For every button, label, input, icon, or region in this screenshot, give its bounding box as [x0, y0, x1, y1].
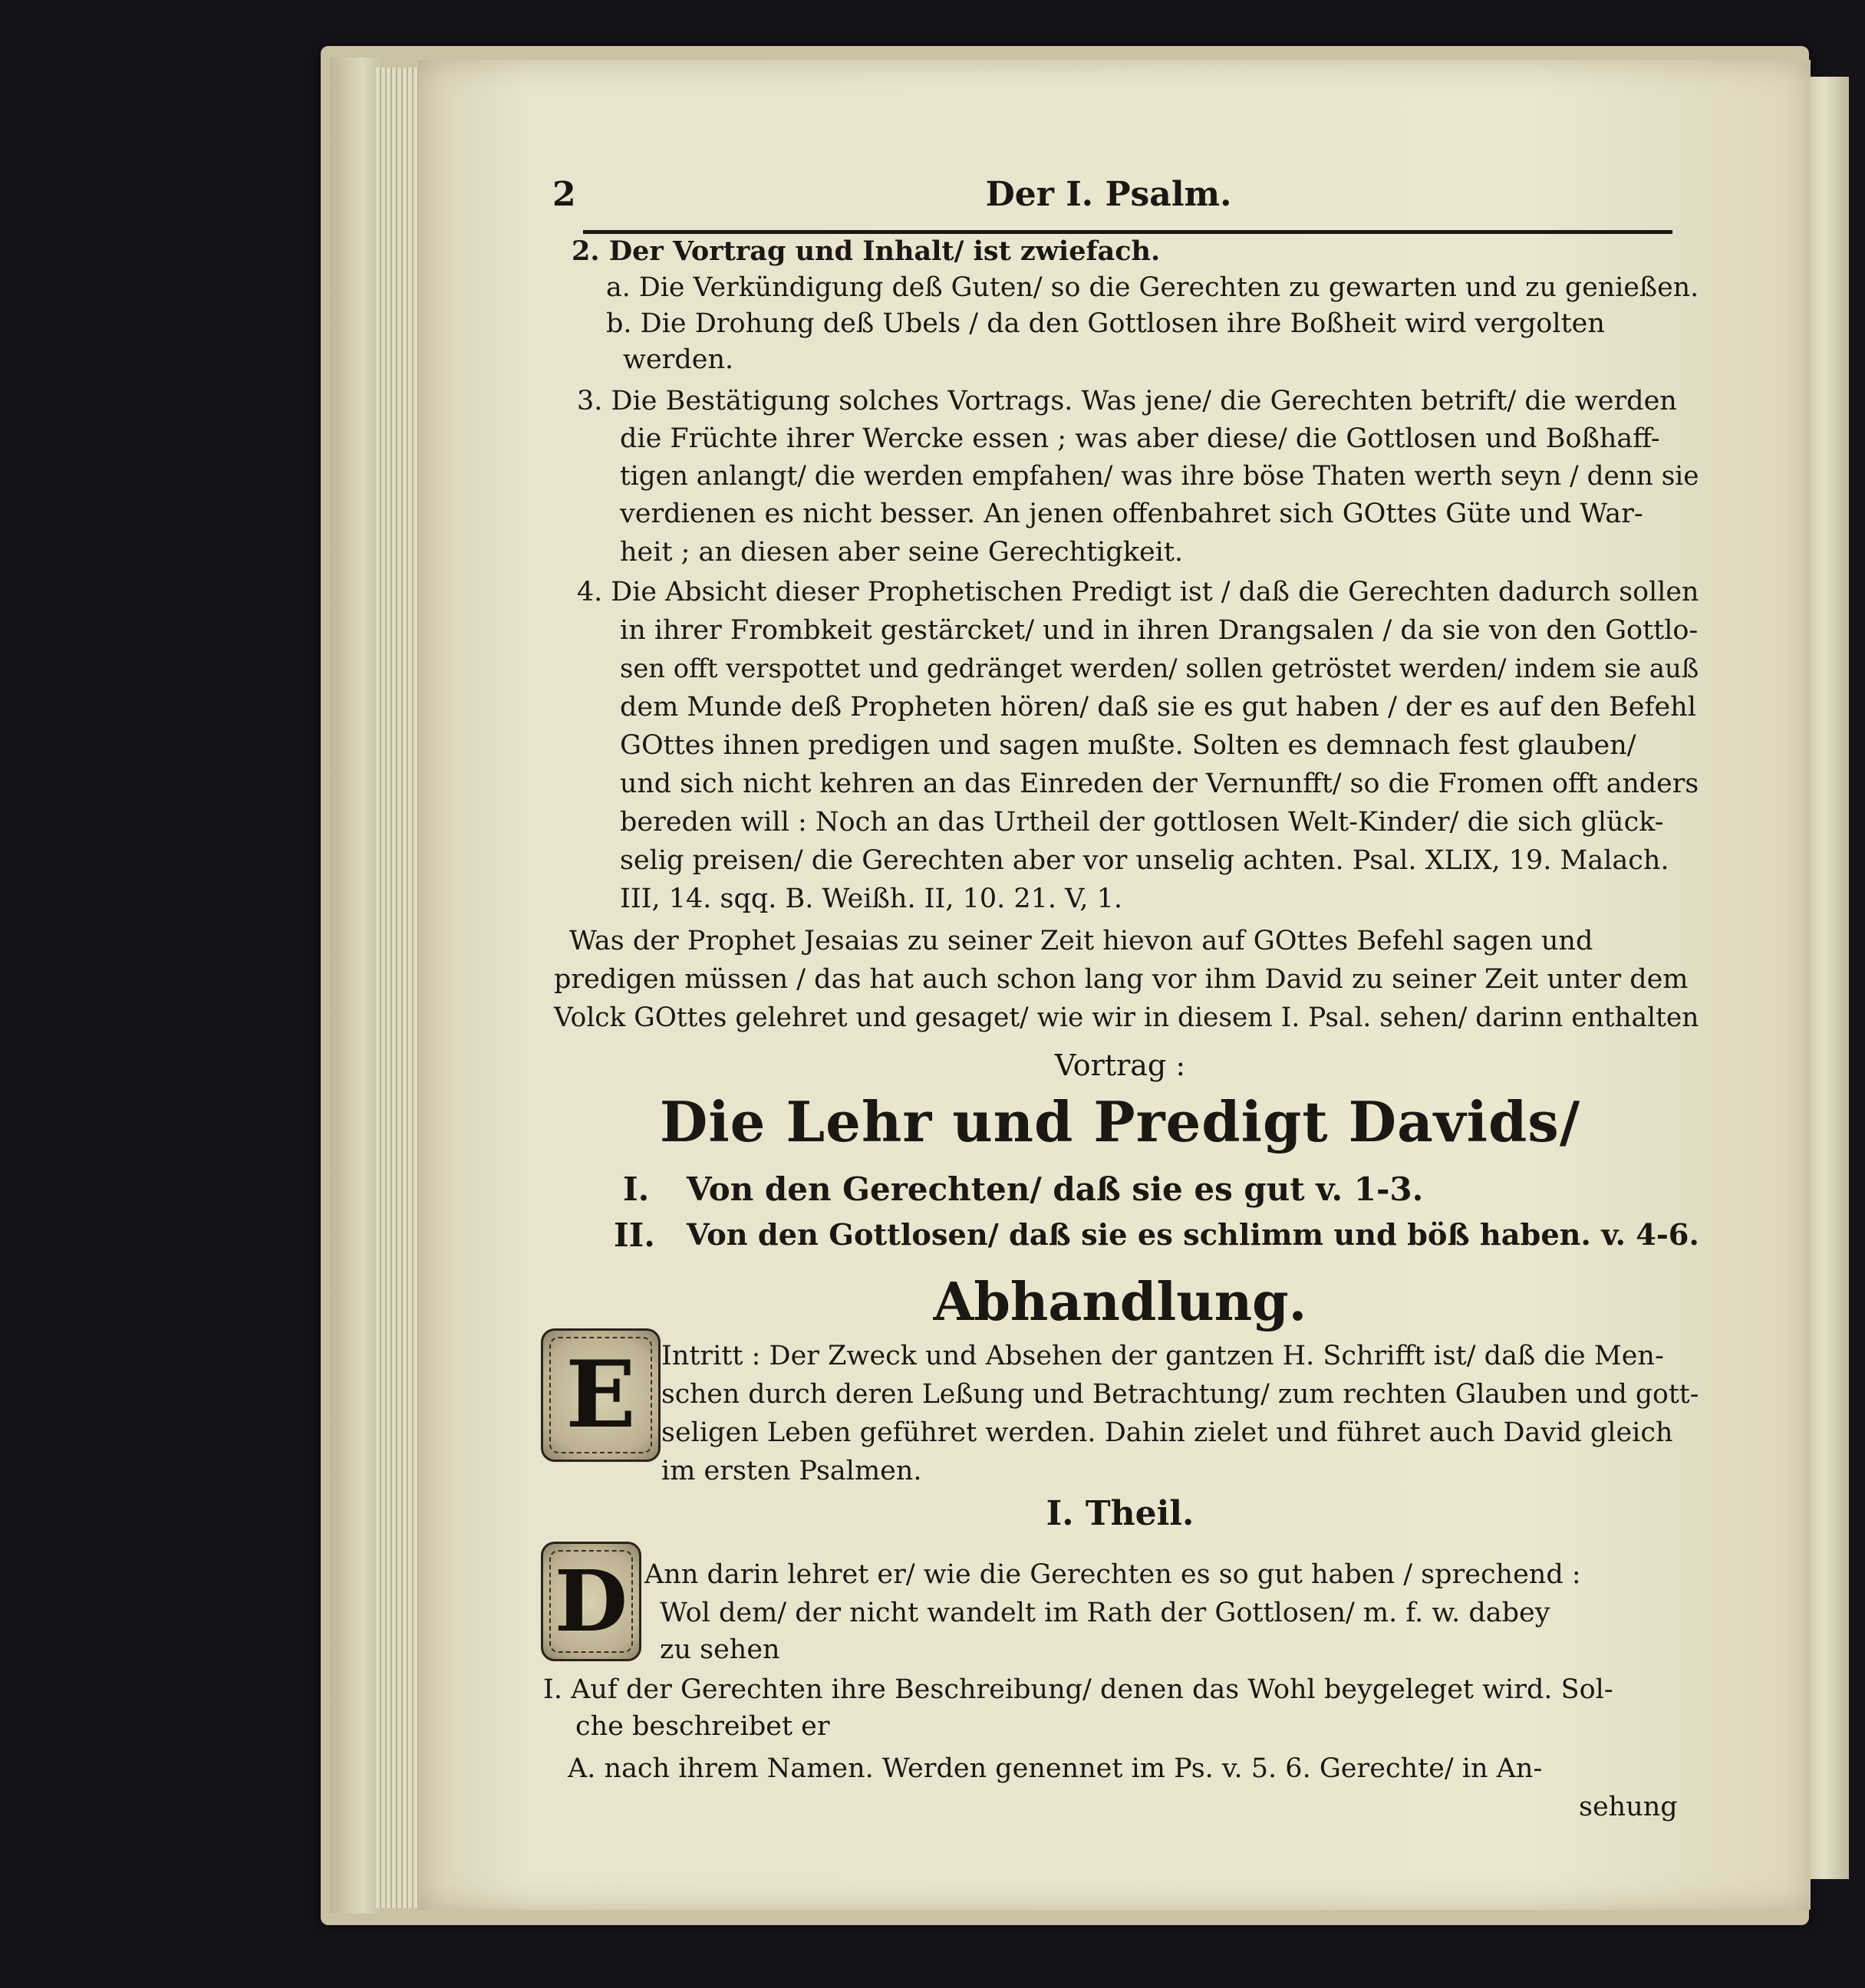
part-title: I. Theil. [1046, 1494, 1194, 1533]
text-line: A. nach ihrem Namen. Werden genennet im Ps. v. 5. 6. Gerechte/ in An- [568, 1753, 1543, 1784]
point-number: II. [614, 1216, 655, 1254]
page-number: 2 [552, 175, 576, 214]
page-stack-edge [376, 67, 422, 1908]
text-line: I. Auf der Gerechten ihre Beschreibung/ denen das Wohl beygeleget wird. Sol- [543, 1674, 1613, 1705]
text-line: und sich nicht kehren an das Einreden der Vernunfft/ so die Fromen offt anders [620, 769, 1699, 799]
text-line: tigen anlangt/ die werden empfahen/ was ihre böse Thaten werth seyn / denn sie [620, 461, 1699, 492]
text-line: III, 14. sqq. B. Weißh. II, 10. 21. V, 1. [620, 884, 1122, 914]
facing-page-edge [1807, 77, 1849, 1879]
point-number: I. [623, 1170, 650, 1208]
text-line: die Früchte ihrer Wercke essen ; was aber diese/ die Gottlosen und Boßhaff- [620, 423, 1660, 454]
text-line: 4. Die Absicht dieser Prophetischen Predigt ist / daß die Gerechten dadurch sollen [577, 577, 1699, 607]
text-line: werden. [623, 344, 734, 375]
text-line: Was der Prophet Jesaias zu seiner Zeit hievon auf GOttes Befehl sagen und [569, 926, 1593, 956]
text-line: sen offt verspottet und gedränget werden/ sollen getröstet werden/ indem sie auß [620, 653, 1699, 683]
section-title: Abhandlung. [933, 1272, 1307, 1333]
page-header [552, 175, 1665, 229]
main-title: Die Lehr und Predigt Davids/ [659, 1089, 1581, 1154]
vortrag-label: Vortrag : [1054, 1048, 1186, 1082]
text-line: dem Munde deß Propheten hören/ daß sie es gut haben / der es auf den Befehl [620, 692, 1696, 722]
text-line: b. Die Drohung deß Ubels / da den Gottlosen ihre Boßheit wird vergolten [606, 308, 1605, 339]
text-line: seligen Leben geführet werden. Dahin zielet und führet auch David gleich [661, 1417, 1673, 1448]
text-line: Ann darin lehret er/ wie die Gerechten es so gut haben / sprechend : [644, 1559, 1581, 1590]
catchword: sehung [1579, 1792, 1678, 1822]
decorated-initial-e: E [541, 1328, 661, 1462]
text-line: schen durch deren Leßung und Betrachtung/ zum rechten Glauben und gott- [661, 1379, 1699, 1410]
text-line: GOttes ihnen predigen und sagen mußte. Solten es demnach fest glauben/ [620, 730, 1636, 761]
text-line: che beschreibet er [575, 1711, 830, 1742]
text-line: verdienen es nicht besser. An jenen offenbahret sich GOttes Güte und War- [620, 499, 1643, 529]
text-line: in ihrer Frombkeit gestärcket/ und in ihren Drangsalen / da sie von den Gottlo- [620, 615, 1699, 646]
text-line: predigen müssen / das hat auch schon lang vor ihm David zu seiner Zeit unter dem [554, 964, 1689, 995]
text-line: im ersten Psalmen. [661, 1456, 922, 1486]
decorated-initial-d: D [541, 1542, 641, 1661]
point-text: Von den Gottlosen/ daß sie es schlimm und böß haben. v. 4-6. [687, 1218, 1699, 1252]
text-line: 2. Der Vortrag und Inhalt/ ist zwiefach. [572, 235, 1161, 267]
running-head: Der I. Psalm. [985, 175, 1232, 214]
point-text: Von den Gerechten/ daß sie es gut v. 1-3. [687, 1170, 1424, 1208]
text-line: Intritt : Der Zweck und Absehen der gantzen H. Schrifft ist/ daß die Men- [661, 1341, 1664, 1371]
text-line: 3. Die Bestätigung solches Vortrags. Was jene/ die Gerechten betrift/ die werden [577, 386, 1677, 416]
text-line: bereden will : Noch an das Urtheil der gottlosen Welt-Kinder/ die sich glück- [620, 807, 1664, 838]
text-line: selig preisen/ die Gerechten aber vor unselig achten. Psal. XLIX, 19. Malach. [620, 845, 1669, 876]
text-line: zu sehen [660, 1634, 780, 1665]
text-line: Volck GOttes gelehret und gesaget/ wie wir in diesem I. Psal. sehen/ darinn enthalten [554, 1002, 1699, 1033]
text-line: a. Die Verkündigung deß Guten/ so die Gerechten zu gewarten und zu genießen. [606, 272, 1699, 303]
text-line: heit ; an diesen aber seine Gerechtigkeit. [620, 537, 1184, 568]
text-line: Wol dem/ der nicht wandelt im Rath der Gottlosen/ m. f. w. dabey [660, 1598, 1550, 1628]
